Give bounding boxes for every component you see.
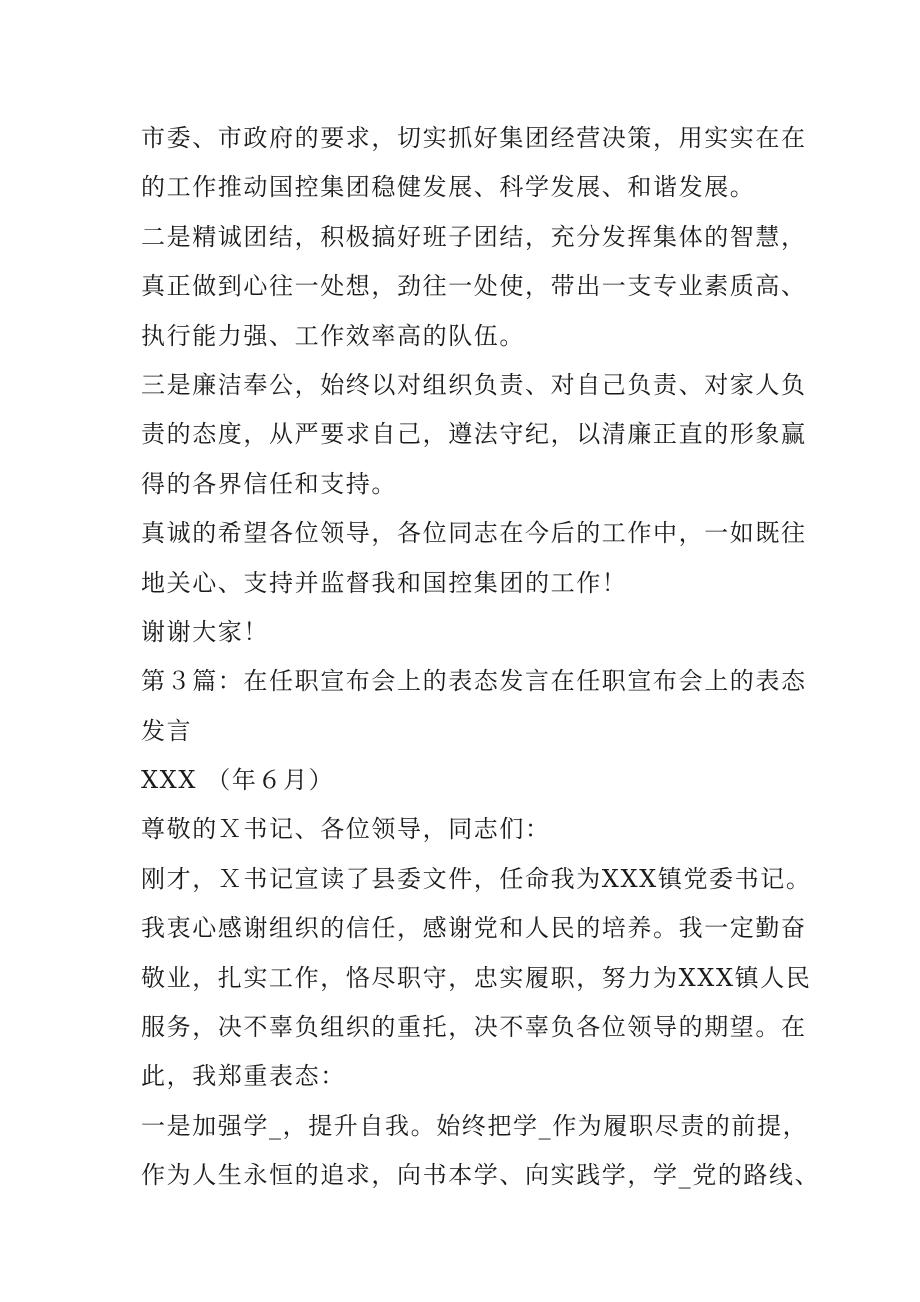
text-line: 的工作推动国控集团稳健发展、科学发展、和谐发展。 [141,173,756,202]
text-line: 我衷心感谢组织的信任，感谢党和人民的培养。我一定勤奋 [141,914,807,943]
text-line: 服务，决不辜负组织的重托，决不辜负各位领导的期望。在 [141,1013,807,1042]
author-date-line: XXX （年６月） [141,766,335,795]
text-line: 作为人生永恒的追求，向书本学、向实践学，学_党的路线、 [141,1161,821,1190]
salutation: 尊敬的Ｘ书记、各位领导，同志们： [141,815,551,844]
document-body [141,114,821,1201]
text-line: 此，我郑重表态： [141,1062,346,1091]
section-heading: 第３篇：在任职宣布会上的表态发言在任职宣布会上的表态 [141,667,807,696]
text-line: 真正做到心往一处想，劲往一处使，带出一支专业素质高、 [141,272,807,301]
text-line: 一是加强学_，提升自我。始终把学_作为履职尽责的前提， [141,1111,809,1140]
text-line: 三是廉洁奉公，始终以对组织负责、对自己负责、对家人负 [141,370,807,399]
text-line: 真诚的希望各位领导，各位同志在今后的工作中，一如既往 [141,519,807,548]
text-line: 责的态度，从严要求自己，遵法守纪，以清廉正直的形象赢 [141,420,807,449]
text-line: 得的各界信任和支持。 [141,469,397,498]
section-heading: 发言 [141,716,193,745]
text-line: 市委、市政府的要求，切实抓好集团经营决策，用实实在在 [141,124,807,152]
text-line: 刚才，Ｘ书记宣读了县委文件，任命我为XXX镇党委书记。 [141,864,812,893]
text-line: 谢谢大家！ [141,617,269,646]
text-line: 地关心、支持并监督我和国控集团的工作！ [141,568,628,597]
text-line: 敬业，扎实工作，恪尽职守，忠实履职，努力为XXX镇人民 [141,963,812,992]
text-line: 执行能力强、工作效率高的队伍。 [141,321,525,350]
text-line: 二是精诚团结，积极搞好班子团结，充分发挥集体的智慧， [141,222,807,251]
